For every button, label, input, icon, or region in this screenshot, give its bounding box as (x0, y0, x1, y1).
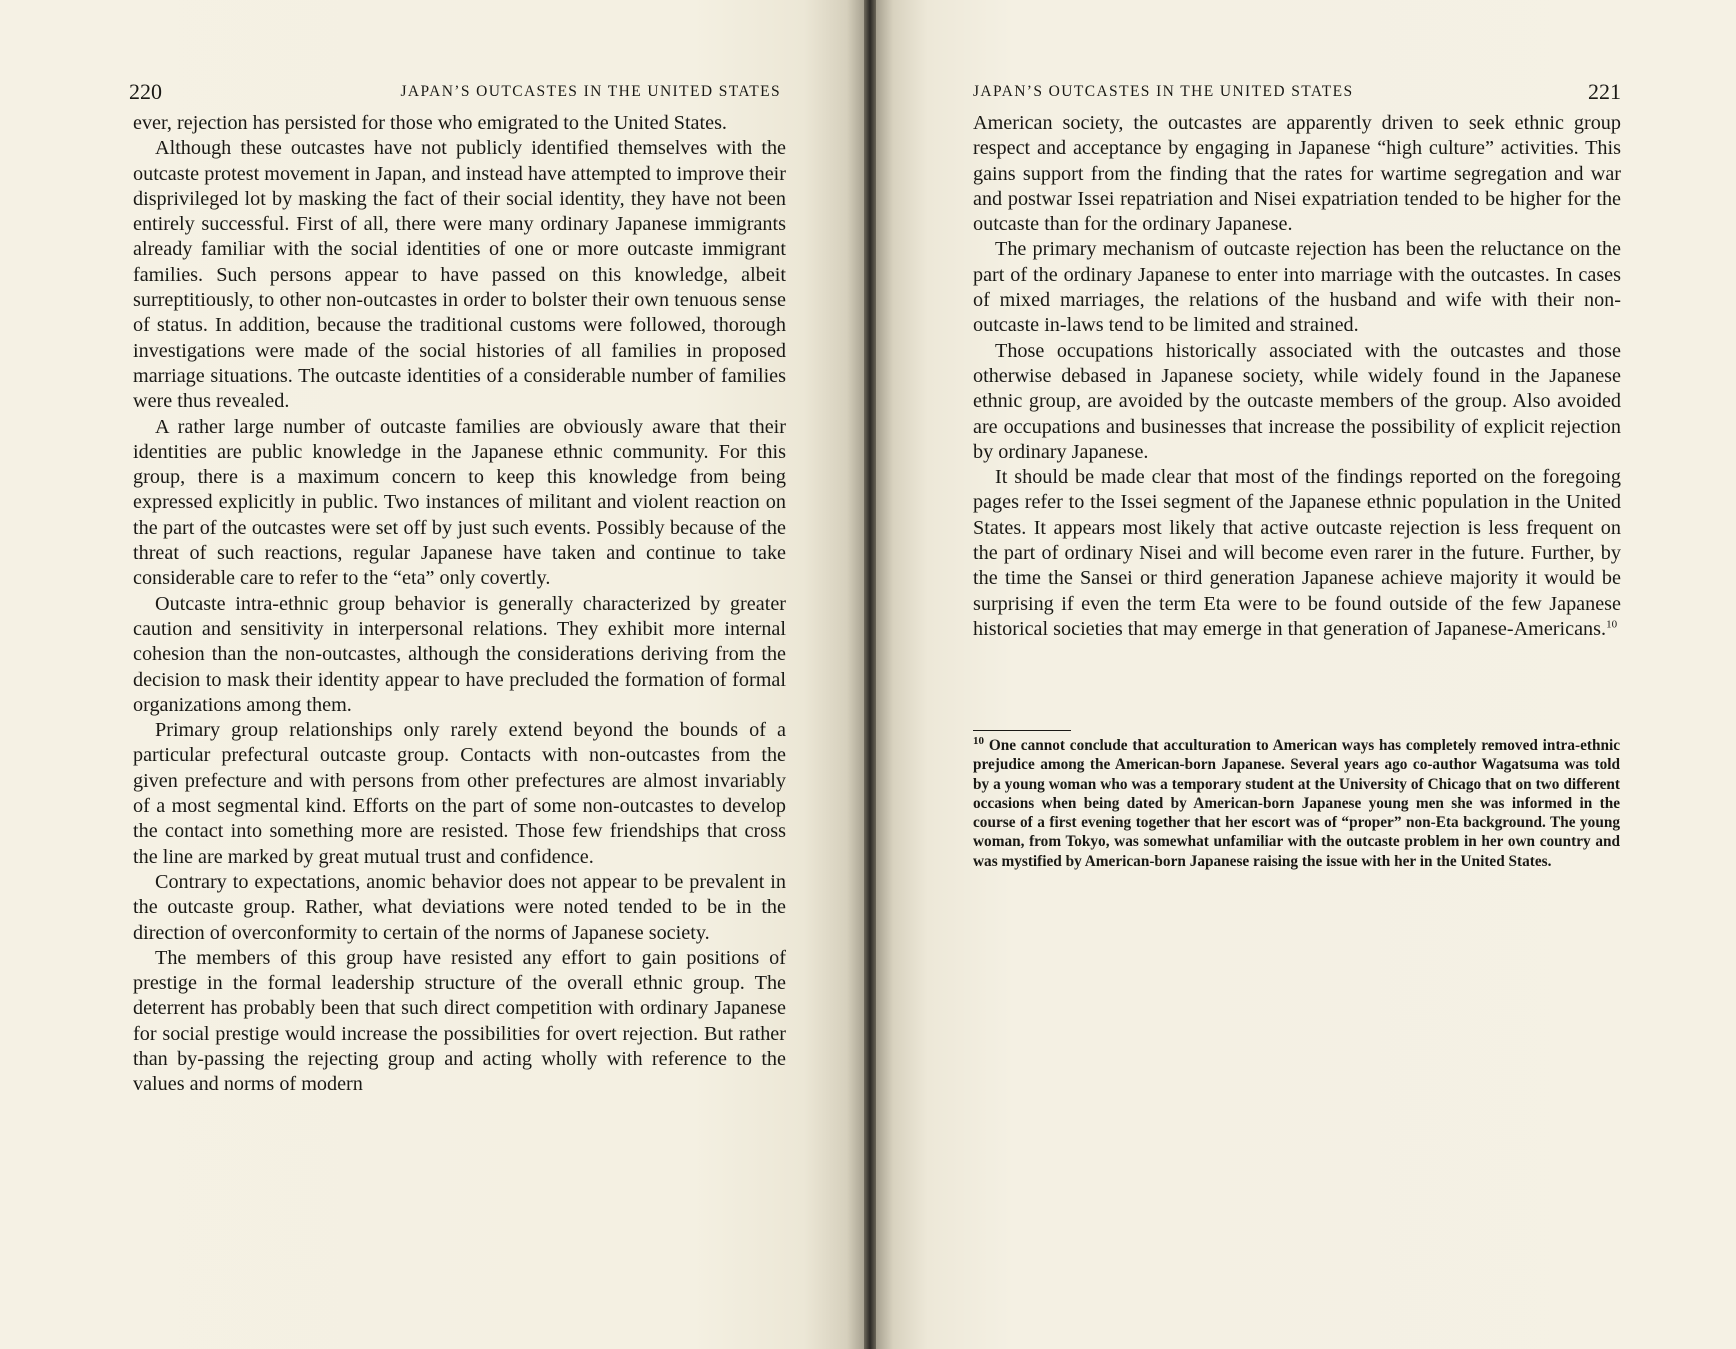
footnote-reference: 10 (1606, 618, 1618, 631)
page-number: 221 (1588, 79, 1621, 104)
running-head: JAPAN’S OUTCASTES IN THE UNITED STATES (400, 83, 781, 100)
right-page-body (973, 111, 1621, 642)
paragraph: The primary mechanism of outcaste rejection has been the reluctance on the part of the ordinary Japanese to enter into marriage with the outcastes. In cases of mixed marriages, the relations of the husband and wife with their non-outcaste in-laws tend to be limited and strained. (973, 238, 1621, 337)
left-page-header (129, 78, 781, 106)
right-page-header (973, 78, 1621, 106)
page-number: 220 (129, 79, 162, 104)
paragraph: Although these outcastes have not publicly identified themselves with the outcaste protest movement in Japan, and instead have attempted to improve their disprivileged lot by masking the fact of their social identity, they have not been entirely successful. First of all, there were many ordinary Japanese immigrants already familiar with the social identities of one or more outcaste immigrant families. Such persons appear to have passed on this knowledge, albeit surreptitiously, to other non-outcastes in order to bolster their own tenuous sense of status. In addition, because the traditional customs were followed, thorough investigations were made of the social histories of all families in proposed marriage situations. The outcaste identities of a considerable number of families were thus revealed. (133, 137, 786, 413)
paragraph-text: It should be made clear that most of the findings reported on the foregoing pages refer to the Issei segment of the Japanese ethnic population in the United States. It appears most likely that active outcaste rejection is less frequent on the part of ordinary Nisei and will become even rarer in the future. Further, by the time the Sansei or third generation Japanese achieve majority it would be surprising if even the term Eta were to be found outside of the few Japanese historical societies that may emerge in that generation of Japanese-Americans. (973, 466, 1621, 640)
paragraph: Primary group relationships only rarely extend beyond the bounds of a particular prefectural outcaste group. Contacts with non-outcastes from the given prefecture and with persons from other prefectures are almost invariably of a most segmental kind. Efforts on the part of some non-outcastes to develop the contact into something more are resisted. Those few friendships that cross the line are marked by great mutual trust and confidence. (133, 719, 786, 868)
left-page-body (133, 111, 786, 1098)
right-page (876, 0, 1736, 1349)
paragraph: Outcaste intra-ethnic group behavior is generally characterized by greater caution and sensitivity in interpersonal relations. They exhibit more internal cohesion than the non-outcastes, although the considerations deriving from the decision to mask their identity appear to have precluded the formation of formal organizations among them. (133, 592, 786, 716)
paragraph: The members of this group have resisted any effort to gain positions of prestige in the formal leadership structure of the overall ethnic group. The deterrent has probably been that such direct competition with ordinary Japanese for social prestige would increase the possibilities for overt rejection. But rather than by-passing the rejecting group and acting wholly with reference to the values and norms of modern (133, 946, 786, 1096)
running-head: JAPAN’S OUTCASTES IN THE UNITED STATES (973, 83, 1354, 100)
paragraph (973, 465, 1621, 642)
book-gutter (864, 0, 876, 1349)
paragraph: Those occupations historically associated with the outcastes and those otherwise debased in Japanese society, while widely found in the Japanese ethnic group, are avoided by the outcaste members of the group. Also avoided are occupations and businesses that increase the possibility of explicit rejection by ordinary Japanese. (973, 339, 1621, 463)
footnote-rule (973, 730, 1071, 731)
paragraph: Contrary to expectations, anomic behavior does not appear to be prevalent in the outcaste group. Rather, what deviations were noted tended to be in the direction of overconformity to certain of the norms of Japanese society. (133, 870, 786, 944)
left-page (0, 0, 864, 1349)
paragraph: A rather large number of outcaste families are obviously aware that their identities are public knowledge in the Japanese ethnic community. For this group, there is a maximum concern to keep this knowledge from being expressed explicitly in public. Two instances of militant and violent reaction on the part of the outcastes were set off by just such events. Possibly because of the threat of such reactions, regular Japanese have taken and continue to take considerable care to refer to the “eta” only covertly. (133, 415, 786, 590)
paragraph: ever, rejection has persisted for those who emigrated to the United States. (133, 112, 727, 134)
paragraph: American society, the outcastes are apparently driven to seek ethnic group respect and acceptance by engaging in Japanese “high culture” activities. This gains support from the finding that the rates for wartime segregation and war and postwar Issei repatriation and Nisei expatriation tended to be higher for the outcaste than for the ordinary Japanese. (973, 112, 1621, 236)
footnote-text: One cannot conclude that acculturation to American ways has completely removed intra-ethnic prejudice among the American-born Japanese. Several years ago co-author Wagatsuma was told by a young woman who was a temporary student at the University of Chicago that on two different occasions when being dated by American-born Japanese young men she was informed in the course of a first evening together that her escort was of “proper” non-Eta background. The young woman, from Tokyo, was somewhat unfamiliar with the outcaste problem in her own country and was mystified by American-born Japanese raising the issue with her in the United States. (973, 737, 1621, 870)
footnote (973, 736, 1620, 871)
footnote-marker: 10 (973, 734, 984, 747)
